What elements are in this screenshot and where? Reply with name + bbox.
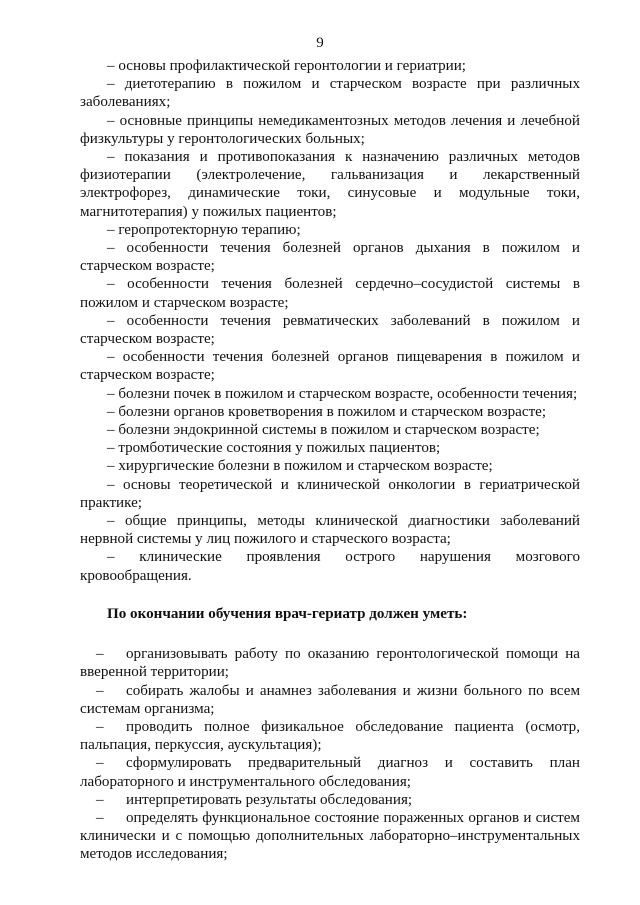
dash-marker: –: [96, 809, 104, 826]
knowledge-item: – основы профилактической геронтологии и гериатрии;: [107, 58, 466, 74]
knowledge-item: – тромботические состояния у пожилых пациентов;: [107, 440, 441, 457]
knowledge-item: – особенности течения болезней органов пищеварения в пожилом и старческом возрасте;: [80, 349, 580, 384]
knowledge-item: – хирургические болезни в пожилом и старческом возрасте;: [107, 458, 493, 475]
knowledge-item: – болезни органов кроветворения в пожилом и старческом возрасте;: [107, 403, 547, 420]
skill-item-text: собирать жалобы и анамнез заболевания и жизни больного по всем системам организма;: [80, 682, 580, 717]
page-text: [80, 57, 580, 864]
dash-marker: –: [96, 755, 104, 772]
knowledge-item: – особенности течения ревматических заболеваний в пожилом и старческом возрасте;: [80, 312, 580, 348]
knowledge-item: – диетотерапию в пожилом и старческом возрасте при различных заболеваниях;: [80, 76, 580, 111]
skill-item: [80, 682, 580, 718]
skill-item: [80, 718, 580, 754]
skill-item-text: интерпретировать результаты обследования;: [126, 791, 413, 808]
knowledge-item: – особенности течения болезней органов дыхания в пожилом и старческом возрасте;: [80, 240, 580, 275]
skill-item: [80, 645, 580, 681]
knowledge-item: – болезни эндокринной системы в пожилом и старческом возрасте;: [107, 422, 540, 439]
skill-item-text: сформулировать предварительный диагноз и составить план лабораторного и инструментального обследования;: [80, 755, 580, 790]
skill-item: [80, 754, 580, 790]
page-number: 9: [316, 35, 324, 51]
knowledge-item: – особенности течения болезней сердечно–сосудистой системы в пожилом и старческом возрасте;: [80, 276, 580, 311]
knowledge-item: – показания и противопоказания к назначению различных методов физиотерапии (электролечение, гальванизация и лекарственный электрофорез, динамические токи, синусовые и модульные токи, магнитотерапия) у пожилых пациентов;: [80, 149, 580, 220]
skill-item: [80, 791, 580, 809]
skill-item: [80, 809, 580, 864]
dash-marker: –: [96, 682, 104, 699]
skill-item-text: определять функциональное состояние пораженных органов и систем клинически и с помощью дополнительных лабораторно–инструментальных методов исследования;: [80, 809, 580, 863]
skill-item-text: организовывать работу по оказанию геронтологической помощи на вверенной территории;: [80, 646, 580, 681]
knowledge-item: – основы теоретической и клинической онкологии в гериатрической практике;: [80, 476, 580, 511]
skill-item-text: проводить полное физикальное обследование пациента (осмотр, пальпация, перкуссия, аускультация);: [80, 718, 580, 754]
dash-marker: –: [96, 646, 104, 663]
skills-heading: По окончании обучения врач-гериатр должен уметь:: [107, 605, 468, 622]
knowledge-item: – геропротекторную терапию;: [107, 221, 301, 238]
dash-marker: –: [96, 718, 104, 735]
knowledge-item: – клинические проявления острого нарушения мозгового кровообращения.: [80, 549, 580, 584]
knowledge-item: – общие принципы, методы клинической диагностики заболеваний нервной системы у лиц пожилого и старческого возраста;: [80, 513, 580, 548]
dash-marker: –: [96, 791, 104, 808]
knowledge-item: – болезни почек в пожилом и старческом возрасте, особенности течения;: [107, 385, 578, 402]
knowledge-item: – основные принципы немедикаментозных методов лечения и лечебной физкультуры у геронтологических больных;: [80, 112, 580, 147]
